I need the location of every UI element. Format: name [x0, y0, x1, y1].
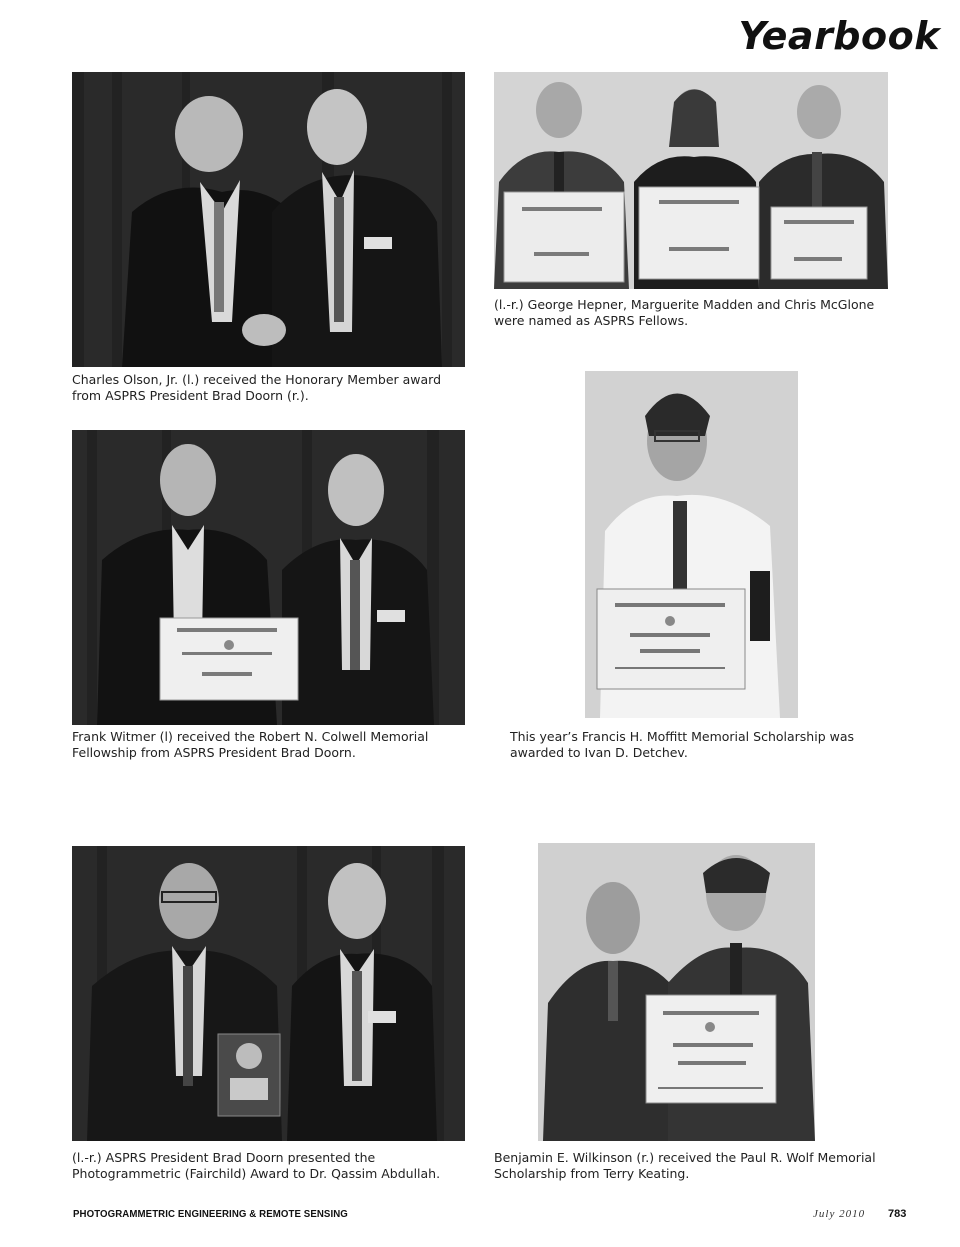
photo-fellows — [494, 72, 888, 289]
page-number: 783 — [888, 1208, 907, 1220]
photo-olson-doorn — [72, 72, 465, 367]
caption-doorn-abdullah: (l.-r.) ASPRS President Brad Doorn presented the Photogrammetric (Fairchild) Award to Dr. Qassim Abdullah. — [72, 1150, 441, 1181]
section-title: Yearbook — [738, 14, 940, 58]
photo-doorn-abdullah — [72, 846, 465, 1141]
caption-fellows: (l.-r.) George Hepner, Marguerite Madden and Chris McGlone were named as ASPRS Fellows. — [494, 297, 875, 328]
journal-name: PHOTOGRAMMETRIC ENGINEERING & REMOTE SENSING — [73, 1208, 348, 1220]
photo-detchev — [585, 371, 798, 718]
photo-wilkinson-keating — [538, 843, 815, 1141]
caption-witmer-doorn: Frank Witmer (l) received the Robert N. Colwell Memorial Fellowship from ASPRS President Brad Doorn. — [72, 729, 429, 760]
caption-olson-doorn: Charles Olson, Jr. (l.) received the Honorary Member award from ASPRS President Brad Doorn (r.). — [72, 372, 442, 403]
photo-witmer-doorn — [72, 430, 465, 725]
issue-date: July 2010 — [813, 1208, 866, 1220]
caption-detchev: This year’s Francis H. Moffitt Memorial Scholarship was awarded to Ivan D. Detchev. — [510, 729, 854, 760]
caption-wilkinson-keating: Benjamin E. Wilkinson (r.) received the Paul R. Wolf Memorial Scholarship from Terry Keating. — [494, 1150, 876, 1181]
